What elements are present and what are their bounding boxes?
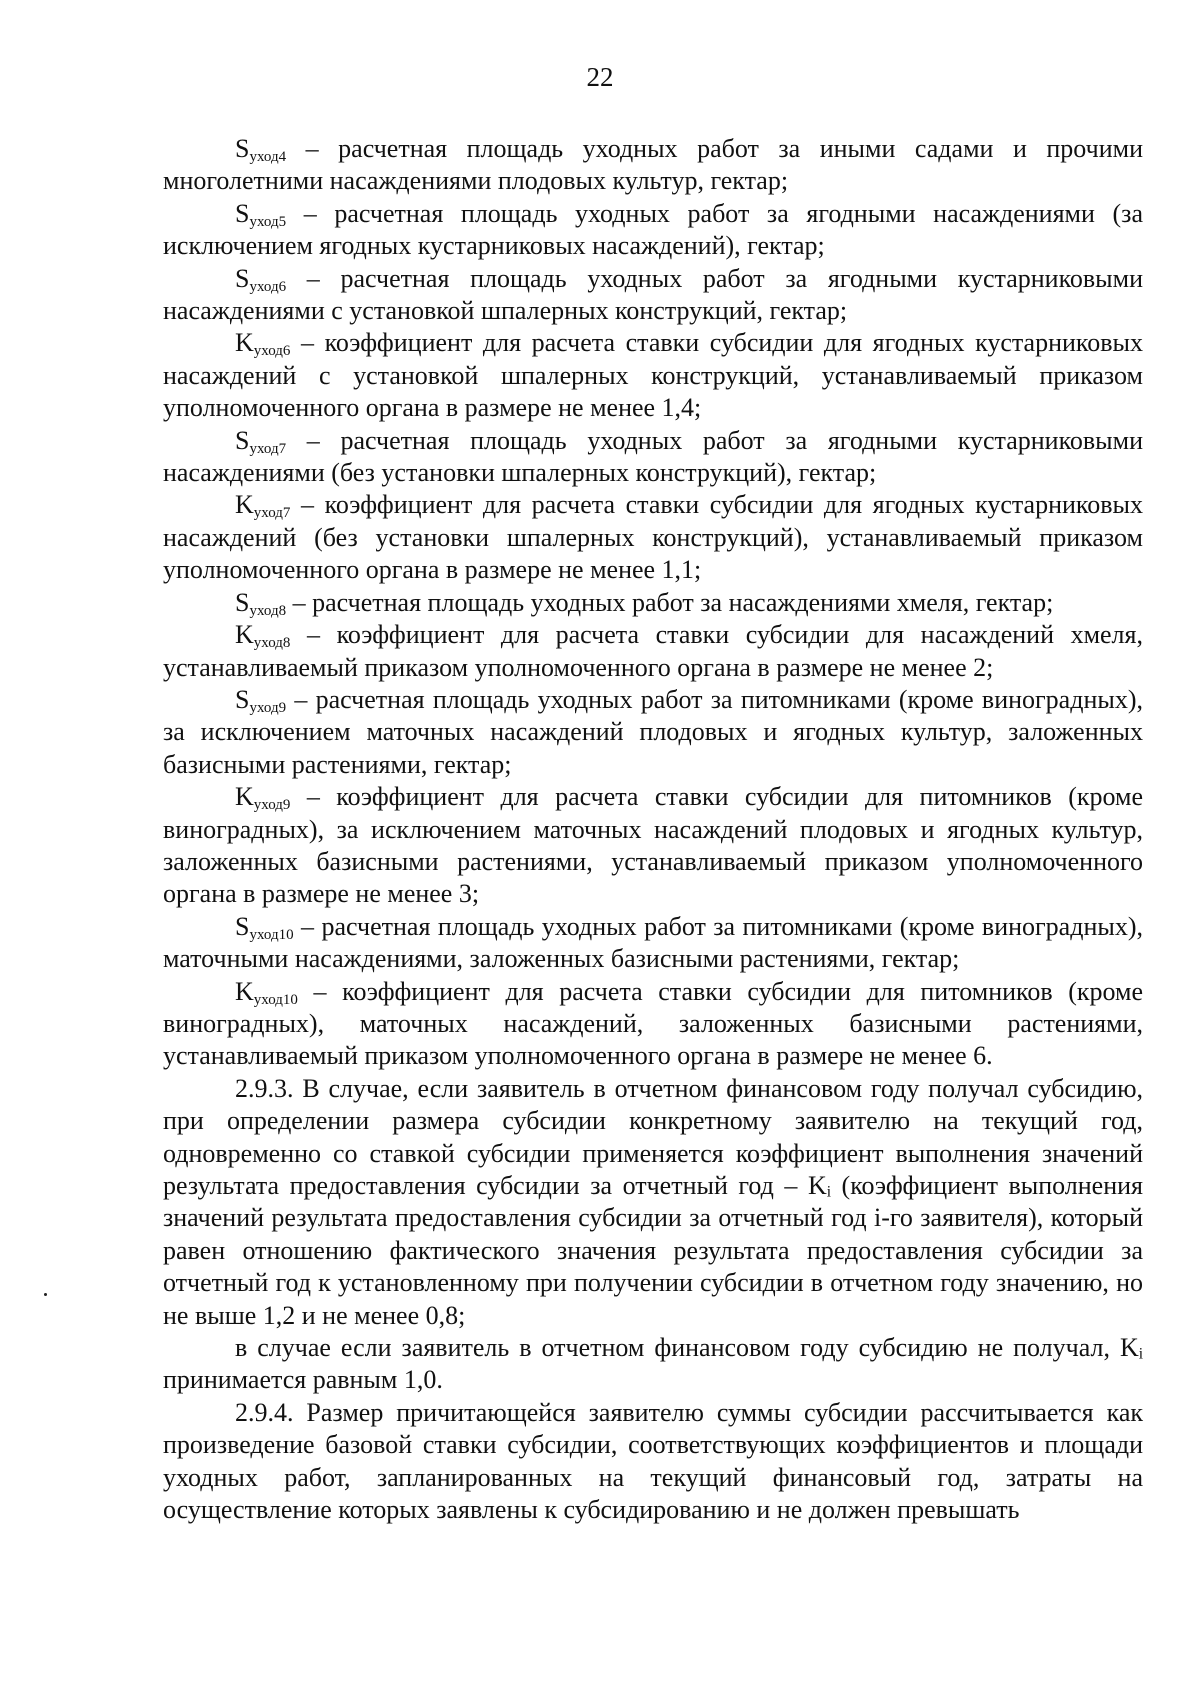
paragraph: $S_{уход8}$ – расчетная площадь уходных работ за насаждениями хмеля, гектар; <box>235 587 1054 619</box>
paragraph: 2.9.3. В случае, если заявитель в отчетном финансовом году получал субсидию, при определении размера субсидии конкретному заявителю на текущий год, одновременно со ставкой субсидии применяется коэффициент выполнения значений результата предоставления субсидии за отчетный год – Kᵢ (коэффициент выполнения значений результата предоставления субсидии за отчетный год i-го заявителя), который равен отношению фактического значения результата предоставления субсидии за отчетный год к установленному при получении субсидии в отчетном году значению, но не выше 1,2 и не менее 0,8; <box>163 1073 1143 1330</box>
paragraph: $S_{уход9}$ – расчетная площадь уходных работ за питомниками (кроме виноградных), за исключением маточных насаждений плодовых и ягодных культур, заложенных базисными растениями, гектар; <box>163 684 1143 779</box>
paragraph: $K_{уход10}$ – коэффициент для расчета ставки субсидии для питомников (кроме виноградных), маточных насаждений, заложенных базисными растениями, устанавливаемый приказом уполномоченного органа в размере не менее 6. <box>163 976 1143 1071</box>
paragraph: $K_{уход7}$ – коэффициент для расчета ставки субсидии для ягодных кустарниковых насаждений (без установки шпалерных конструкций), устанавливаемый приказом уполномоченного органа в размере не менее 1,1; <box>163 490 1143 585</box>
symbol: $K_{уход7}$ <box>235 490 291 522</box>
symbol: $K_{уход6}$ <box>235 328 291 360</box>
paragraph: $S_{уход6}$ – расчетная площадь уходных работ за ягодными кустарниковыми насаждениями с установкой шпалерных конструкций, гектар; <box>163 263 1143 326</box>
symbol: $S_{уход5}$ <box>235 198 287 230</box>
paragraph: $K_{уход8}$ – коэффициент для расчета ставки субсидии для насаждений хмеля, устанавливаемый приказом уполномоченного органа в размере не менее 2; <box>163 620 1143 682</box>
paragraph: 2.9.4. Размер причитающейся заявителю суммы субсидии рассчитывается как произведение базовой ставки субсидии, соответствующих коэффициентов и площади уходных работ, запланированных на текущий финансовый год, затраты на осуществление которых заявлены к субсидированию и не должен превышать <box>163 1397 1143 1525</box>
symbol: $K_{уход10}$ <box>235 976 298 1008</box>
page-number: 22 <box>586 62 614 92</box>
symbol: $K_{уход8}$ <box>235 620 291 652</box>
symbol: $S_{уход6}$ <box>235 263 287 295</box>
symbol: $S_{уход10}$ <box>235 911 294 943</box>
scan-speck <box>44 1293 47 1296</box>
symbol: $S_{уход9}$ <box>235 684 287 716</box>
symbol: $S_{уход8}$ <box>235 587 287 619</box>
symbol: $K_{уход9}$ <box>235 782 291 814</box>
paragraph: $S_{уход7}$ – расчетная площадь уходных работ за ягодными кустарниковыми насаждениями (без установки шпалерных конструкций), гектар; <box>163 425 1143 488</box>
paragraph: $S_{уход5}$ – расчетная площадь уходных работ за ягодными насаждениями (за исключением ягодных кустарниковых насаждений), гектар; <box>163 198 1143 261</box>
paragraph: $S_{уход4}$ – расчетная площадь уходных работ за иными садами и прочими многолетними насаждениями плодовых культур, гектар; <box>163 134 1143 196</box>
paragraph: в случае если заявитель в отчетном финансовом году субсидию не получал, Kᵢ принимается равным 1,0. <box>163 1333 1143 1395</box>
paragraph: $K_{уход6}$ – коэффициент для расчета ставки субсидии для ягодных кустарниковых насаждений с установкой шпалерных конструкций, устанавливаемый приказом уполномоченного органа в размере не менее 1,4; <box>163 328 1143 423</box>
paragraph: $K_{уход9}$ – коэффициент для расчета ставки субсидии для питомников (кроме виноградных), за исключением маточных насаждений плодовых и ягодных культур, заложенных базисными растениями, устанавливаемый приказом уполномоченного органа в размере не менее 3; <box>163 782 1143 909</box>
symbol: $S_{уход7}$ <box>235 425 287 457</box>
paragraph: $S_{уход10}$ – расчетная площадь уходных работ за питомниками (кроме виноградных), маточными насаждениями, заложенных базисными растениями, гектар; <box>163 911 1143 974</box>
document-body <box>163 133 1143 1526</box>
symbol: $S_{уход4}$ <box>235 134 287 165</box>
